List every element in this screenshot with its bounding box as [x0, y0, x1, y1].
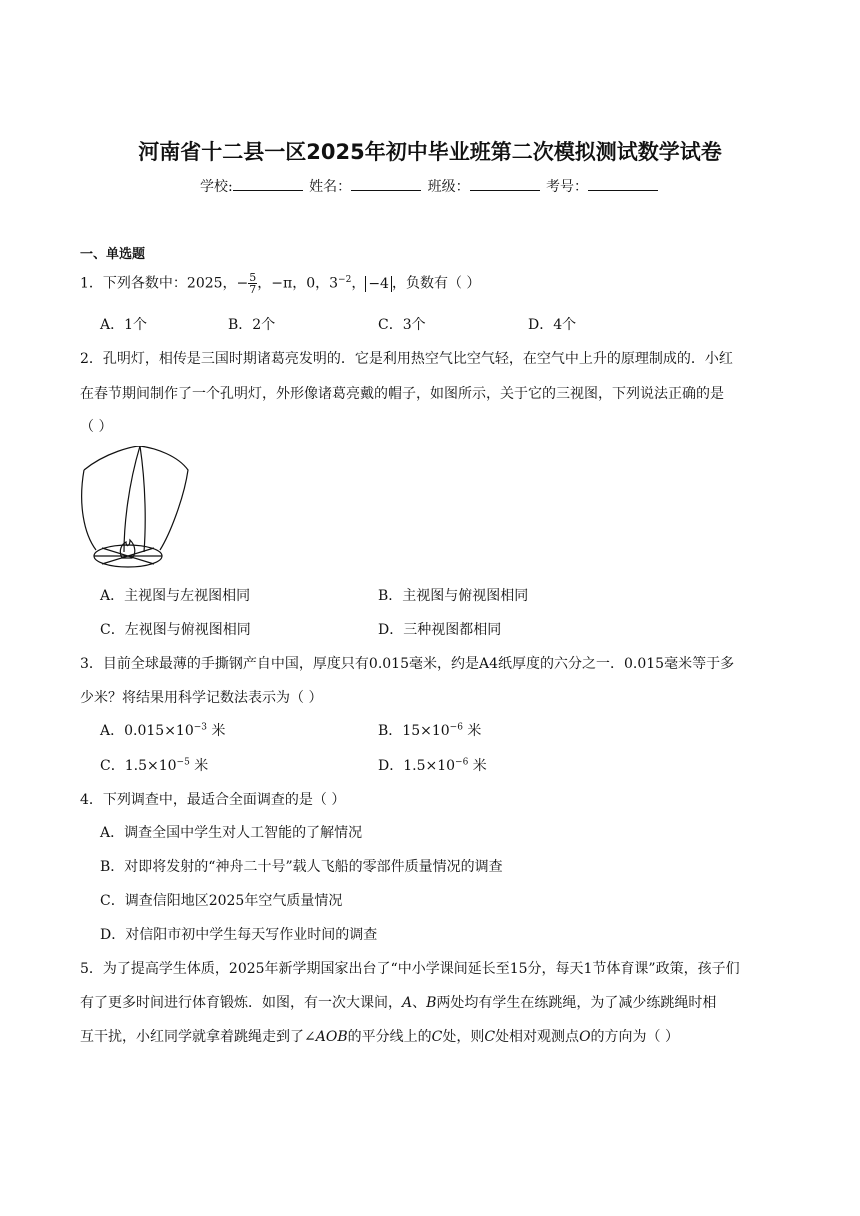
- q3-option-unit: 米: [468, 758, 487, 774]
- student-info-line: [0, 176, 860, 196]
- q4-stem: 4．下列调查中，最适合全面调查的是（ ）: [80, 792, 346, 808]
- q5-stem-line3: [80, 1026, 679, 1046]
- q2-stem-line: 在春节期间制作了一个孔明灯，外形像诸葛亮戴的帽子，如图所示，关于它的三视图，下列说法正确的是: [80, 386, 724, 402]
- q1-option-c[interactable]: C．3个: [378, 317, 426, 333]
- q1-absolute-value: −4: [365, 276, 392, 292]
- point-o-label: O: [579, 1029, 591, 1045]
- q4-option-c[interactable]: C．调查信阳地区2025年空气质量情况: [100, 893, 343, 909]
- q1-stem: [80, 272, 480, 295]
- q5-text: 处相对观测点: [495, 1029, 580, 1045]
- q3-option-label: C．: [100, 758, 125, 774]
- lantern-seam: [124, 446, 140, 552]
- exam-title: 河南省十二县一区2025年初中毕业班第二次模拟测试数学试卷: [138, 140, 722, 164]
- point-a-label: A: [402, 995, 413, 1011]
- q5-text: 处，则: [442, 1029, 485, 1045]
- class-blank[interactable]: [470, 176, 540, 191]
- q3-option-exponent: −3: [193, 722, 208, 733]
- q3-stem-line: 少米？将结果用科学记数法表示为（ ）: [80, 690, 323, 706]
- q1-option-d[interactable]: D．4个: [528, 317, 577, 333]
- q5-text: 互干扰，小红同学就拿着跳绳走到了∠: [80, 1029, 316, 1045]
- q3-options-row1: [100, 720, 800, 740]
- name-label: 姓名：: [309, 179, 352, 195]
- q3-option-label: D．: [378, 758, 404, 774]
- q5-text: 两处均有学生在练跳绳，为了减少练跳绳时相: [436, 995, 717, 1011]
- q1-frac-numerator: 5: [249, 271, 257, 284]
- q2-stem-line: 2．孔明灯，相传是三国时期诸葛亮发明的．它是利用热空气比空气轻，在空气中上升的原理制成的．小红: [80, 351, 733, 367]
- exam-number-blank[interactable]: [588, 176, 658, 191]
- section-title: 一、单选题: [80, 247, 146, 262]
- q5-text: 的平分线上的: [347, 1029, 432, 1045]
- name-blank[interactable]: [351, 176, 421, 191]
- class-label: 班级：: [427, 179, 470, 195]
- q3-option-label: A．: [100, 723, 125, 739]
- q1-stem-part: 1．下列各数中：2025，: [80, 275, 237, 292]
- q1-option-b[interactable]: B．2个: [228, 317, 276, 333]
- q3-option-base: 1.5×10: [124, 758, 177, 774]
- q3-option-base: 0.015×10: [124, 723, 194, 739]
- lantern-figure: [76, 446, 196, 576]
- q4-option-b[interactable]: B．对即将发射的“神舟二十号”载人飞船的零部件质量情况的调查: [100, 859, 503, 875]
- q2-options-row1: [100, 585, 800, 605]
- q3-options-row2: [100, 755, 800, 775]
- q2-option-b[interactable]: B．主视图与俯视图相同: [378, 588, 529, 604]
- point-b-label: B: [426, 995, 437, 1011]
- q4-option-d[interactable]: D．对信阳市初中学生每天写作业时间的调查: [100, 927, 378, 943]
- q1-stem-part: ，: [351, 275, 366, 292]
- point-c-label: C: [484, 1029, 496, 1045]
- point-c-label: C: [431, 1029, 443, 1045]
- q3-option-c[interactable]: [100, 755, 208, 775]
- q3-option-base: 15×10: [402, 723, 450, 739]
- q3-option-label: B．: [378, 723, 403, 739]
- exam-number-label: 考号：: [546, 179, 589, 195]
- q2-stem-line: （ ）: [80, 419, 113, 435]
- q3-option-exponent: −6: [455, 757, 469, 768]
- school-label: 学校:: [199, 179, 233, 195]
- q3-option-unit: 米: [462, 723, 482, 739]
- q2-option-d[interactable]: D．三种视图都相同: [378, 622, 502, 638]
- q4-option-a[interactable]: A．调查全国中学生对人工智能的了解情况: [100, 825, 363, 841]
- q1-options: [100, 314, 800, 334]
- q2-option-a[interactable]: A．主视图与左视图相同: [100, 588, 251, 604]
- q3-stem-line: 3．目前全球最薄的手撕钢产自中国，厚度只有0.015毫米，约是A4纸厚度的六分之一．0.015毫米等于多: [80, 656, 735, 672]
- q3-option-exponent: −5: [176, 757, 190, 768]
- q3-option-exponent: −6: [449, 722, 463, 733]
- q5-stem-line1: 5．为了提高学生体质，2025年新学期国家出台了“中小学课间延长至15分，每天1节体育课”政策，孩子们: [80, 961, 740, 977]
- q5-text: 有了更多时间进行体育锻炼．如图，有一次大课间，: [80, 995, 402, 1011]
- angle-aob-label: AOB: [315, 1029, 348, 1045]
- q5-text: 的方向为（ ）: [590, 1029, 679, 1045]
- q5-text: 、: [412, 995, 427, 1011]
- q3-option-b[interactable]: [378, 720, 481, 740]
- lantern-seam: [140, 446, 145, 552]
- q1-fraction: [248, 272, 257, 295]
- q3-option-unit: 米: [207, 723, 226, 739]
- lantern-outline-left: [82, 470, 96, 550]
- q1-frac-sign: −: [236, 275, 249, 292]
- q3-option-a[interactable]: [100, 720, 225, 740]
- q2-options-row2: [100, 619, 800, 639]
- q1-exponent: −2: [338, 274, 352, 285]
- q1-stem-part: ，负数有（ ）: [391, 275, 481, 292]
- q3-option-d[interactable]: [378, 755, 487, 775]
- school-blank[interactable]: [233, 176, 303, 191]
- q3-option-base: 1.5×10: [403, 758, 456, 774]
- q3-option-unit: 米: [189, 758, 209, 774]
- q5-stem-line2: [80, 992, 716, 1012]
- q1-option-a[interactable]: A．1个: [100, 317, 148, 333]
- q2-option-c[interactable]: C．左视图与俯视图相同: [100, 622, 251, 638]
- q1-frac-denominator: 7: [249, 283, 257, 296]
- q1-stem-part: ，−π，0，3: [257, 275, 339, 292]
